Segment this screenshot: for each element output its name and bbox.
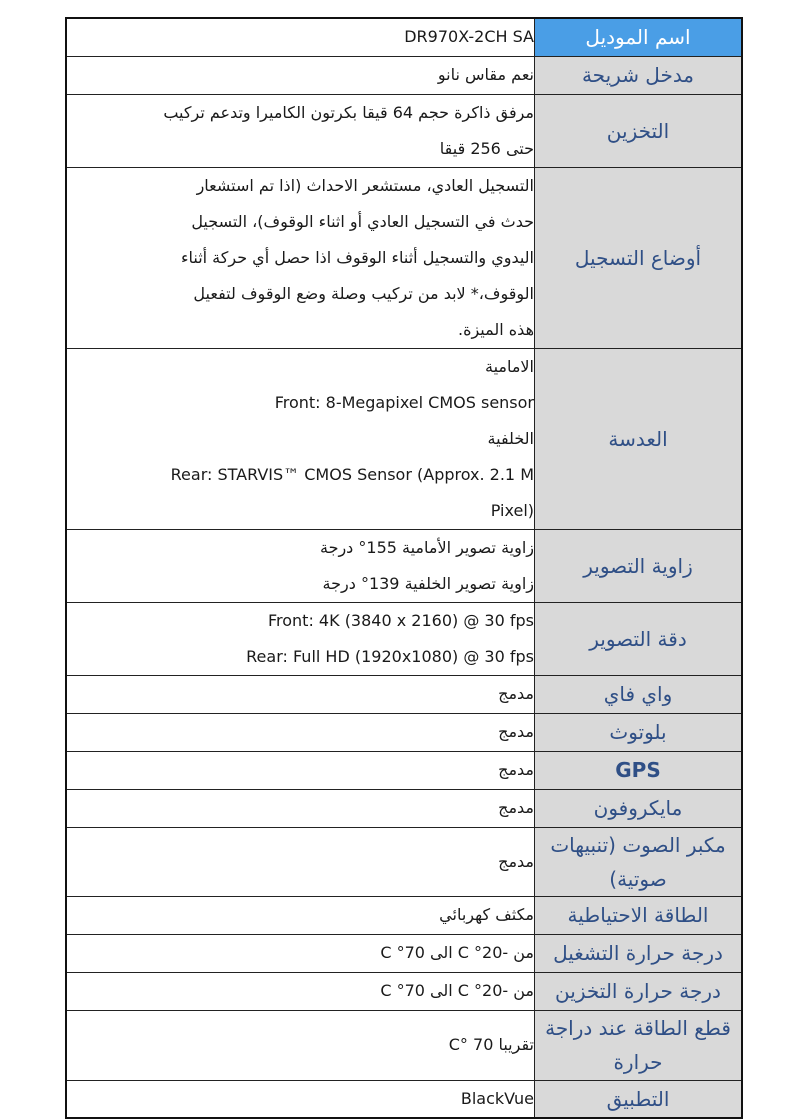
spec-value-line [67,19,534,55]
spec-value-text: Pixel) [490,500,534,520]
spec-value [66,56,535,94]
spec-value-line: اليدوي والتسجيل أثناء الوقوف اذا حصل أي حركة أثناء [180,247,534,267]
spec-row [66,789,742,827]
spec-row [66,602,742,675]
spec-label: التخزين [535,94,743,167]
spec-value-line: مدمج [498,684,534,703]
spec-value [66,751,535,789]
spec-value-text: Rear: STARVIS™ CMOS Sensor (Approx. 2.1 M [170,464,534,484]
spec-label: درجة حرارة التخزين [535,972,743,1010]
spec-value-text: Front: 4K (3840 x 2160) @ 30 fps [267,610,534,630]
spec-row [66,1080,742,1118]
spec-value-line: مرفق ذاكرة حجم 64 قيقا بكرتون الكاميرا وتدعم تركيب [163,102,534,122]
spec-value-line: مدمج [498,760,534,779]
spec-value-line [67,385,534,421]
spec-value-line: مدمج [498,722,534,741]
spec-value-line [67,603,534,639]
spec-value-line [67,639,534,675]
spec-value-line: حتى 256 قيقا [439,138,534,158]
spec-value-line [67,1081,534,1117]
spec-value [66,18,535,56]
spec-value-line: نعم مقاس نانو [437,65,534,84]
spec-value-line: حدث في التسجيل العادي أو اثناء الوقوف)، التسجيل [191,211,534,231]
spec-row [66,827,742,896]
spec-label: درجة حرارة التشغيل [535,934,743,972]
spec-value [66,934,535,972]
spec-row [66,972,742,1010]
spec-value [66,827,535,896]
spec-row [66,94,742,167]
spec-value-line: هذه الميزة. [458,319,534,339]
model-name-header: اسم الموديل [535,18,743,56]
spec-value-line: مكثف كهربائي [439,905,534,924]
spec-value-line: مدمج [498,851,534,871]
spec-label: مايكروفون [535,789,743,827]
spec-value-text: Rear: Full HD (1920x1080) @ 30 fps [246,646,534,666]
spec-label: الطاقة الاحتياطية [535,896,743,934]
spec-row [66,348,742,529]
spec-row [66,713,742,751]
spec-value-line: تقريبا 70 °C [448,1035,534,1054]
spec-value-line: من -20° C الى 70° C [380,981,534,1000]
spec-value-text: DR970X-2CH SA [404,27,534,47]
spec-value-line [67,457,534,493]
spec-value [66,94,535,167]
spec-value [66,675,535,713]
spec-value [66,602,535,675]
spec-value-text: BlackVue [460,1088,534,1108]
spec-value-line: زاوية تصوير الأمامية 155° درجة [319,537,534,557]
spec-value [66,713,535,751]
spec-value-line: الوقوف،* لابد من تركيب وصلة وضع الوقوف لتفعيل [193,283,534,303]
spec-label: مكبر الصوت (تنبيهات صوتية) [535,827,743,896]
spec-row [66,1010,742,1080]
spec-row [66,167,742,348]
spec-row [66,934,742,972]
spec-label: واي فاي [535,675,743,713]
spec-value-line: التسجيل العادي، مستشعر الاحداث (اذا تم استشعار [196,175,534,195]
spec-table [65,17,743,1119]
spec-value-line: مدمج [498,798,534,817]
spec-value-line: زاوية تصوير الخلفية 139° درجة [322,573,534,593]
spec-label: العدسة [535,348,743,529]
spec-row [66,18,742,56]
spec-value [66,529,535,602]
spec-row [66,675,742,713]
spec-value [66,789,535,827]
spec-row [66,896,742,934]
spec-row [66,751,742,789]
spec-value [66,1080,535,1118]
spec-label: زاوية التصوير [535,529,743,602]
spec-value-line: الامامية [485,356,534,376]
spec-value [66,348,535,529]
spec-label: مدخل شريحة [535,56,743,94]
spec-value-line [67,493,534,529]
spec-label: التطبيق [535,1080,743,1118]
spec-value-line: الخلفية [487,428,534,448]
spec-label: GPS [535,751,743,789]
spec-value [66,167,535,348]
spec-value [66,896,535,934]
spec-label: قطع الطاقة عند دراجة حرارة [535,1010,743,1080]
spec-value [66,972,535,1010]
spec-row [66,56,742,94]
spec-label: أوضاع التسجيل [535,167,743,348]
spec-value-line: من -20° C الى 70° C [380,943,534,962]
spec-value-text: Front: 8-Megapixel CMOS sensor [274,392,534,412]
spec-value [66,1010,535,1080]
spec-row [66,529,742,602]
spec-label: دقة التصوير [535,602,743,675]
spec-label: بلوتوث [535,713,743,751]
